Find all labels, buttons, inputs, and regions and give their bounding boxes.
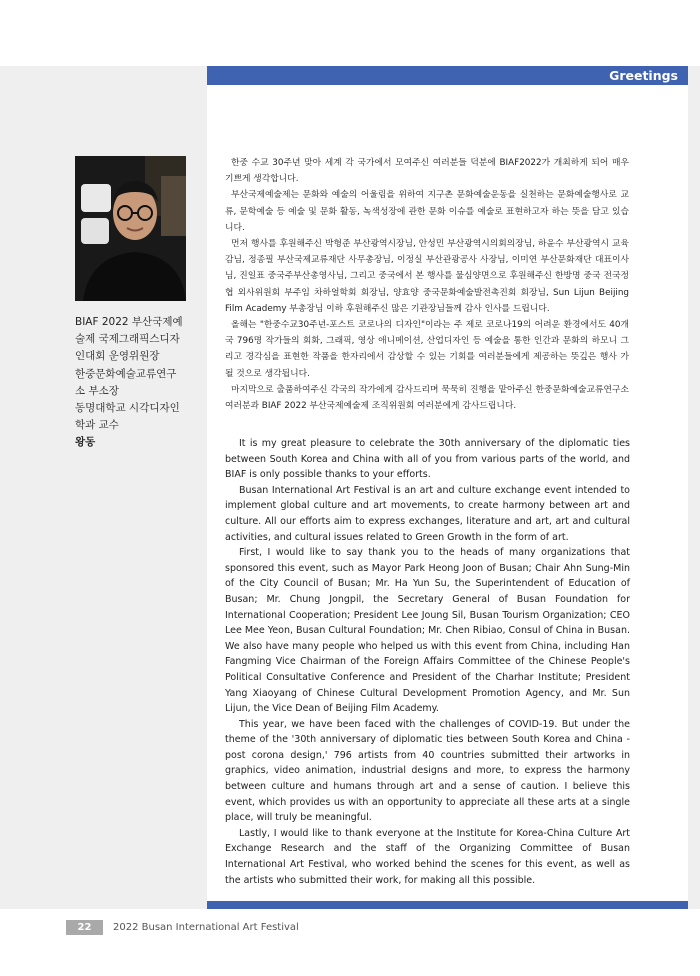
caption-line: 소 부소장 (75, 384, 119, 397)
korean-paragraph: 한중 수교 30주년 맞아 세계 각 국가에서 모여주신 여러분들 덕분에 BIAF2022가 개최하게 되어 매우 기쁘게 생각합니다. (225, 158, 629, 185)
page-footer (0, 909, 700, 976)
caption-line: 인대회 운영위원장 (75, 350, 160, 363)
korean-paragraph: 부산국제예술제는 문화와 예술의 어울림을 위하여 지구촌 문화예술운동을 실천하는 문화예술행사로 교류, 문학예술 등 예술 및 문화 활동, 녹색성장에 관한 문화 이슈를 예술로 표현하고자 하는 뜻을 담고 있습니다. (225, 190, 629, 233)
english-paragraph: Busan International Art Festival is an art and culture exchange event intended to implement global culture and art movements, to create harmony between art and culture. All our efforts aim to express exchanges, literature and art, art and cultural activities, and cultural issues related to Green Growth in the form of art. (225, 484, 630, 543)
caption-line: 한중문화예술교류연구 (75, 367, 177, 380)
english-text (225, 436, 630, 888)
english-paragraph: Lastly, I would like to thank everyone at the Institute for Korea-China Culture Art Exchange Research and the staff of the Organizing Committee of Busan International Art Festival, who worked behind the scenes for this event, as well as the artists who submitted their work, for making all this possible. (225, 827, 630, 886)
author-portrait (75, 156, 186, 301)
english-paragraph: It is my great pleasure to celebrate the 30th anniversary of the diplomatic ties between South Korea and China with all of you from various parts of the world, and BIAF is only possible thanks to your efforts. (225, 438, 630, 481)
caption-line: 동명대학교 시각디자인 (75, 402, 180, 415)
korean-paragraph: 먼저 행사를 후원해주신 박형준 부산광역시장님, 안성민 부산광역시의회의장님, 하윤수 부산광역시 교육감님, 정종필 부산국제교류재단 사무총장님, 이정실 부산관광공사 사장님, 이미연 부산문화재단 대표이사님, 진일표 중국주부산총영사님, 그리고 중국에서 본 행사를 물심양면으로 후원해주신 한방명 중국 전국정협 외사위원회 부주임 차하얼학회 회장님, 양효양 중국문화예술발전촉진회 회장님, Sun Lijun Beijing Film Academy 부총장님 이하 후원해주신 많은 기관장님들께 감사 인사를 드립니다. (225, 239, 629, 314)
english-paragraph: First, I would like to say thank you to the heads of many organizations that sponsored this event, such as Mayor Park Heong Joon of Busan; Chair Ahn Sung-Min of the City Council of Busan; Mr. Ha Yun Su, the Superintendent of Education of Busan; Mr. Chung Jongpil, the Secretary General of Busan Foundation for International Cooperation; President Lee Joung Sil, Busan Tourism Organization; CEO Lee Mee Yeon, Busan Cultural Foundation; Mr. Chen Ribiao, Consul of China in Busan. We also have many people who helped us with this event from China, including Han Fangming Vice Chairman of the Foreign Affairs Committee of the Chinese People's Political Consultative Conference and President of the Charhar Institute; President Yang Xiaoyang of Chinese Cultural Development Promotion Agency, and Mr. Sun Lijun, the Vice Dean of Beijing Film Academy. (225, 547, 630, 715)
caption-line: 학과 교수 (75, 419, 119, 432)
english-paragraph: This year, we have been faced with the challenges of COVID-19. But under the theme of the '30th anniversary of diplomatic ties between South Korea and China - post corona design,' 796 artists from 40 countries submitted their artworks in graphics, video animation, industrial designs and more, to express the harmony between culture and humans through art and a sense of caution. I believe this event, which provides us with an opportunity to appreciate all these arts at a single place, will truly be meaningful. (225, 718, 630, 824)
korean-text (225, 155, 629, 414)
korean-paragraph: 마지막으로 출품하여주신 각국의 작가에게 감사드리며 묵묵히 진행을 맡아주신 한중문화예술교류연구소 여러분과 BIAF 2022 부산국제예술제 조직위원회 여러분에게 감사드립니다. (225, 384, 629, 412)
top-margin (0, 0, 700, 66)
section-header (207, 66, 688, 85)
page-number: 22 (66, 920, 103, 935)
bottom-accent-bar (207, 901, 688, 909)
author-name: 왕동 (75, 436, 96, 449)
caption-line: 술제 국제그래픽스디자 (75, 333, 180, 346)
korean-paragraph: 올해는 "한중수교30주년-포스트 코로나의 디자인"이라는 주 제로 코로나19의 어려운 환경에서도 40개국 796명 작가들의 회화, 그래픽, 영상 애니메이션, 산업디자인 등 예술을 통한 인간과 문화의 하모니 그리고 경각심을 표현한 작품을 한자리에서 감상할 수 있는 기회를 여러분들에게 제공하는 뜻깊은 행사 가 될 것으로 생각됩니다. (225, 320, 629, 379)
portrait-illustration (75, 156, 186, 301)
caption-line: BIAF 2022 부산국제예 (75, 316, 183, 328)
author-caption (75, 314, 197, 452)
section-title: Greetings (609, 68, 678, 83)
publication-title: 2022 Busan International Art Festival (113, 922, 299, 933)
